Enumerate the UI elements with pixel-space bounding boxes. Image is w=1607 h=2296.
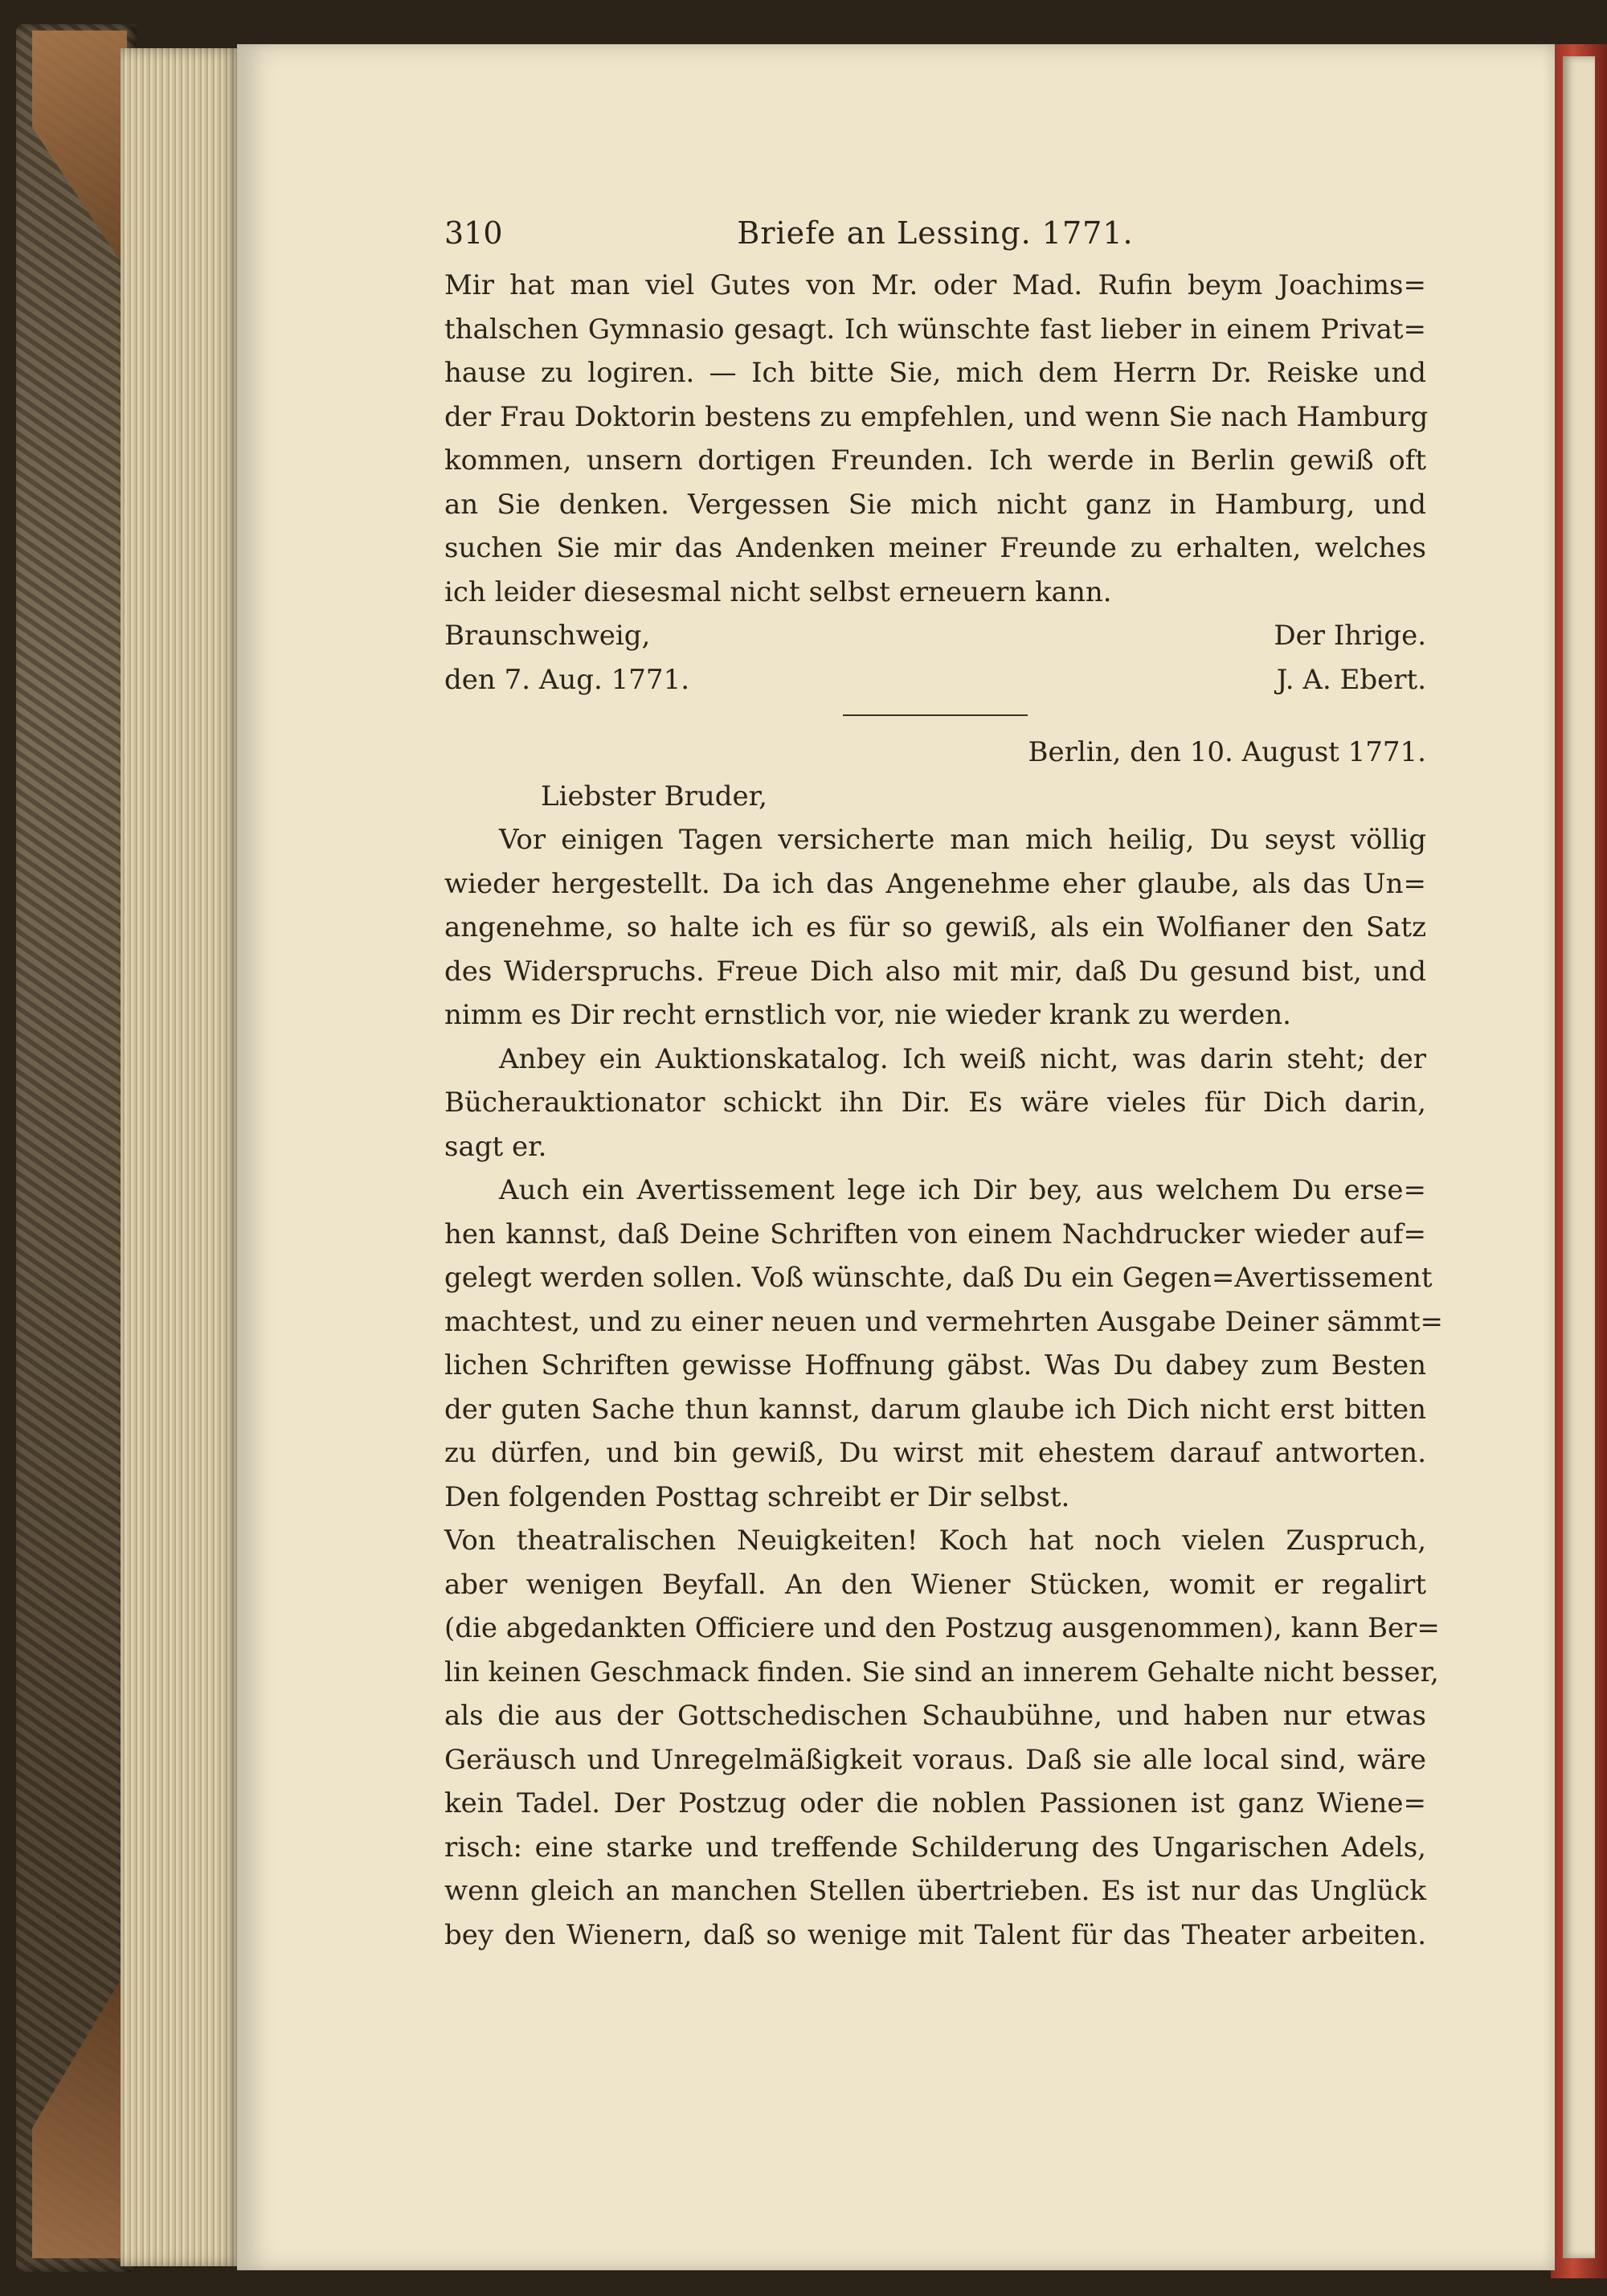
text-line: Anbey ein Auktionskatalog. Ich weiß nicht, was darin steht; der [499,1042,1426,1075]
paragraph [444,1037,1426,1169]
letter-berlin [444,731,1444,1957]
text-line: ich leider diesesmal nicht selbst erneuern kann. [444,575,1112,608]
text-line: bey den Wienern, daß so wenige mit Talent für das Theater arbeiten. [444,1918,1426,1951]
letter-ebert [444,264,1429,702]
text-line: zu dürfen, und bin gewiß, Du wirst mit ehestem darauf antworten. [444,1437,1426,1469]
text-line: der Frau Doktorin bestens zu empfehlen, und wenn Sie nach Hamburg [444,400,1429,433]
text-line: Vor einigen Tagen versicherte man mich heilig, Du seyst völlig [499,824,1426,856]
text-line: risch: eine starke und treffende Schilderung des Ungarischen Adels, [444,1831,1426,1864]
text-line: hen kannst, daß Deine Schriften von einem Nachdrucker wieder auf= [444,1218,1426,1250]
letter-dateline: Berlin, den 10. August 1771. [1028,736,1426,768]
text-line: angenehme, so halte ich es für so gewiß, als ein Wolfianer den Satz [444,911,1426,943]
text-line: nimm es Dir recht ernstlich vor, nie wieder krank zu werden. [444,999,1291,1031]
running-head [444,207,1426,264]
signature-row [444,614,1426,658]
page-text [444,207,1444,1957]
page-edges [121,48,241,2266]
text-line: sagt er. [444,1130,547,1163]
next-page-edge [1563,56,1595,2258]
text-line: suchen Sie mir das Andenken meiner Freunde zu erhalten, welches [444,532,1426,564]
text-line: des Widerspruchs. Freue Dich also mit mir, daß Du gesund bist, und [444,955,1426,988]
paragraph [444,1519,1440,1957]
text-line: gelegt werden sollen. Voß wünschte, daß Du ein Gegen=Avertissement [444,1262,1433,1294]
letter-closing: Der Ihrige. [1274,620,1426,652]
text-line: der guten Sache thun kannst, darum glaube ich Dich nicht erst bitten [444,1393,1426,1426]
text-line: machtest, und zu einer neuen und vermehrten Ausgabe Deiner sämmt= [444,1305,1444,1338]
text-line: als die aus der Gottschedischen Schaubühne, und haben nur etwas [444,1700,1426,1732]
text-line: aber wenigen Beyfall. An den Wiener Stücken, womit er regalirt [444,1568,1426,1601]
text-line: thalschen Gymnasio gesagt. Ich wünschte fast lieber in einem Privat= [444,313,1426,346]
text-line: wenn gleich an manchen Stellen übertrieben. Es ist nur das Unglück [444,1875,1426,1907]
book-cover [16,24,137,2272]
section-divider [843,714,1028,716]
letter-place: Braunschweig, [444,620,651,652]
text-line: Von theatralischen Neuigkeiten! Koch hat noch vielen Zuspruch, [444,1525,1426,1557]
letter-salutation: Liebster Bruder, [541,780,767,812]
letter-signature: J. A. Ebert. [1276,663,1426,696]
text-line: lichen Schriften gewisse Hoffnung gäbst. Was Du dabey zum Besten [444,1349,1426,1381]
text-line: kein Tadel. Der Postzug oder die noblen Passionen ist ganz Wiene= [444,1787,1426,1819]
text-line: (die abgedankten Officiere und den Postzug ausgenommen), kann Ber= [444,1612,1440,1644]
running-title: Briefe an Lessing. 1771. [737,215,1134,251]
text-line: Den folgenden Posttag schreibt er Dir selbst. [444,1480,1070,1513]
paragraph [444,1168,1444,1519]
text-line: Bücherauktionator schickt ihn Dir. Es wäre vieles für Dich darin, [444,1087,1426,1119]
letter-date: den 7. Aug. 1771. [444,663,690,696]
paragraph [444,818,1426,1037]
text-line: lin keinen Geschmack finden. Sie sind an innerem Gehalte nicht besser, [444,1655,1439,1688]
page-number: 310 [444,215,503,251]
text-line: Auch ein Avertissement lege ich Dir bey, aus welchem Du erse= [499,1174,1426,1206]
text-line: hause zu logiren. — Ich bitte Sie, mich dem Herrn Dr. Reiske und [444,357,1426,389]
text-line: Mir hat man viel Gutes von Mr. oder Mad. Rufin beym Joachims= [444,269,1426,301]
text-line: Geräusch und Unregelmäßigkeit voraus. Daß sie alle local sind, wäre [444,1743,1426,1776]
text-line: kommen, unsern dortigen Freunden. Ich werde in Berlin gewiß oft [444,444,1426,477]
text-line: wieder hergestellt. Da ich das Angenehme eher glaube, als das Un= [444,867,1426,900]
signature-row [444,658,1426,702]
text-line: an Sie denken. Vergessen Sie mich nicht ganz in Hamburg, und [444,488,1426,521]
